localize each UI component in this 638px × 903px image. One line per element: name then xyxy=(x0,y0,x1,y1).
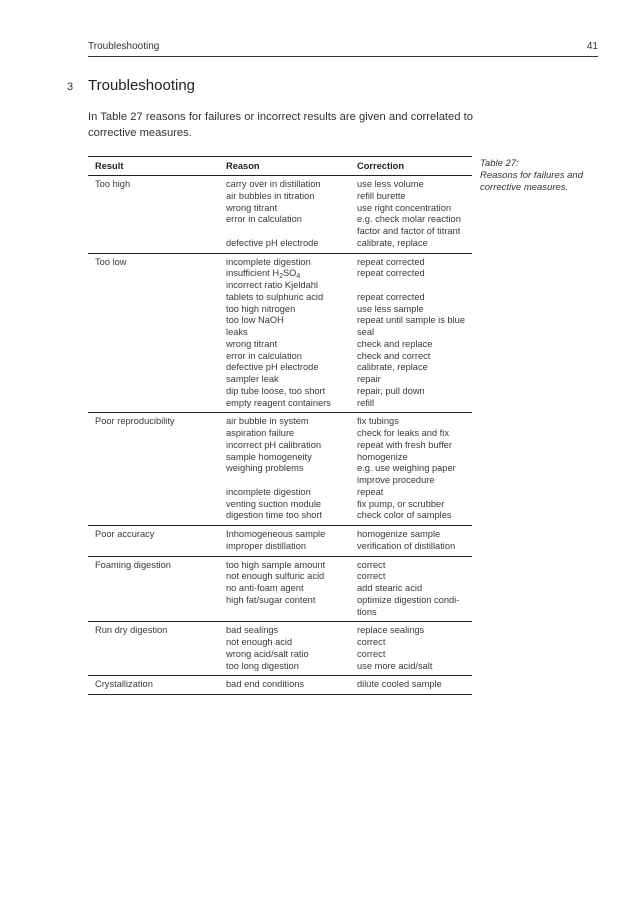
reason-line: empty reagent containers xyxy=(226,397,331,408)
correction-line: calibrate, replace xyxy=(357,237,428,248)
reason-line: incomplete digestion xyxy=(226,256,311,267)
correction-line: correct xyxy=(357,648,386,659)
reason-line: error in calculation xyxy=(226,214,302,225)
reason-line: digestion time too short xyxy=(226,510,323,521)
result-cell: Too low xyxy=(88,253,219,413)
reason-line: too long digestion xyxy=(226,660,299,671)
correction-line: homogenize sample xyxy=(357,529,441,539)
correction-line: add stearic acid xyxy=(357,583,423,593)
reason-line: carry over in distillation xyxy=(226,179,321,189)
table-row xyxy=(88,556,472,622)
column-header-reason: Reason xyxy=(219,157,350,176)
table-row xyxy=(88,676,472,695)
reason-line: venting suction module xyxy=(226,498,322,509)
correction-line: verification of distillation xyxy=(357,540,456,551)
reason-line: dip tube loose, too short xyxy=(226,385,326,396)
correction-line: check and replace xyxy=(357,338,433,349)
page-header-title: Troubleshooting xyxy=(88,41,160,52)
reason-cell xyxy=(219,413,350,526)
correction-line: fix tubings xyxy=(357,416,399,427)
correction-line: repeat with fresh buffer xyxy=(357,439,452,450)
reason-line: tablets to sulphuric acid xyxy=(226,291,324,302)
reason-line: not enough acid xyxy=(226,637,293,647)
reason-cell xyxy=(219,526,350,557)
reason-line: wrong titrant xyxy=(226,202,278,213)
reason-line: incomplete digestion xyxy=(226,486,311,497)
reason-line: sampler leak xyxy=(226,374,279,384)
correction-line: fix pump, or scrubber xyxy=(357,498,445,509)
correction-line: replace sealings xyxy=(357,625,425,636)
reason-line xyxy=(226,226,350,238)
correction-cell xyxy=(350,413,472,526)
reason-line: too low NaOH xyxy=(226,315,284,326)
result-cell: Poor accuracy xyxy=(88,526,219,557)
result-cell: Poor reproducibility xyxy=(88,413,219,526)
troubleshooting-table xyxy=(88,156,472,695)
correction-line: correct xyxy=(357,571,386,582)
reason-line: defective pH electrode xyxy=(226,237,319,248)
correction-line: tions xyxy=(357,606,377,617)
reason-line: air bubbles in titration xyxy=(226,190,315,201)
reason-line: bad sealings xyxy=(226,625,279,636)
reason-line: bad end conditions xyxy=(226,679,305,690)
correction-line: factor and factor of titrant xyxy=(357,226,461,236)
correction-line: e.g. check molar reaction xyxy=(357,214,461,225)
reason-line: weighing problems xyxy=(226,463,304,474)
reason-line xyxy=(226,607,350,619)
reason-line: too high nitrogen xyxy=(226,303,296,314)
correction-line: use less sample xyxy=(357,303,424,314)
result-cell: Crystallization xyxy=(88,676,219,695)
correction-line: repeat corrected xyxy=(357,256,425,267)
reason-cell xyxy=(219,676,350,695)
correction-line: correct xyxy=(357,559,386,570)
result-cell: Run dry digestion xyxy=(88,622,219,676)
reason-line: aspiration failure xyxy=(226,428,295,438)
correction-line: use right concentration xyxy=(357,202,452,213)
reason-line: sample homogeneity xyxy=(226,451,312,462)
table-row xyxy=(88,526,472,557)
correction-line: optimize digestion condi- xyxy=(357,594,460,605)
result-cell: Too high xyxy=(88,176,219,254)
correction-cell xyxy=(350,622,472,676)
correction-cell xyxy=(350,253,472,413)
table-row xyxy=(88,253,472,413)
table-header-row xyxy=(88,157,472,176)
table-caption-text: Reasons for failures and corrective measures. xyxy=(480,170,583,193)
intro-paragraph: In Table 27 reasons for failures or incorrect results are given and correlated to corrective measures. xyxy=(88,111,473,139)
reason-line: incorrect ratio Kjeldahl xyxy=(226,280,318,290)
reason-line: insufficient $H_2SO_4$ xyxy=(226,268,301,281)
correction-line: e.g. use weighing paper xyxy=(357,463,456,474)
correction-line: repeat until sample is blue xyxy=(357,315,466,326)
correction-line: check and correct xyxy=(357,350,431,361)
column-header-result: Result xyxy=(88,157,219,176)
reason-line: wrong acid/salt ratio xyxy=(226,648,309,659)
correction-line: homogenize xyxy=(357,451,408,462)
table-caption-label: Table 27: xyxy=(480,158,519,169)
reason-cell xyxy=(219,176,350,254)
section-number: 3 xyxy=(67,81,74,93)
correction-cell xyxy=(350,526,472,557)
reason-line: wrong titrant xyxy=(226,338,278,349)
result-cell: Foaming digestion xyxy=(88,556,219,622)
correction-line: refill xyxy=(357,397,375,408)
reason-line: leaks xyxy=(226,327,248,337)
correction-line xyxy=(357,280,472,292)
correction-line: repair xyxy=(357,374,381,384)
correction-line: use more acid/salt xyxy=(357,660,433,671)
table-caption xyxy=(480,158,600,194)
correction-line: seal xyxy=(357,327,375,337)
correction-line: improve procedure xyxy=(357,475,435,485)
correction-cell xyxy=(350,176,472,254)
reason-cell xyxy=(219,253,350,413)
correction-line: dilute cooled sample xyxy=(357,679,442,690)
reason-line: high fat/sugar content xyxy=(226,594,316,605)
header-rule xyxy=(88,56,598,57)
table-row xyxy=(88,622,472,676)
correction-cell xyxy=(350,676,472,695)
table-row xyxy=(88,176,472,254)
correction-line: repeat corrected xyxy=(357,291,425,302)
correction-line: use less volume xyxy=(357,179,424,189)
correction-line: check color of samples xyxy=(357,510,452,521)
page-number: 41 xyxy=(586,41,598,52)
section-title: Troubleshooting xyxy=(88,77,196,94)
reason-line: Inhomogeneous sample xyxy=(226,529,326,539)
reason-line: improper distillation xyxy=(226,540,307,551)
correction-cell xyxy=(350,556,472,622)
table-body xyxy=(88,176,472,695)
correction-line: check for leaks and fix xyxy=(357,428,449,438)
correction-line: repeat xyxy=(357,486,384,497)
column-header-correction: Correction xyxy=(350,157,472,176)
reason-line: defective pH electrode xyxy=(226,362,319,373)
correction-line: calibrate, replace xyxy=(357,362,428,373)
correction-line: repeat corrected xyxy=(357,268,425,279)
correction-line: repair, pull down xyxy=(357,385,425,396)
reason-cell xyxy=(219,556,350,622)
reason-line: incorrect pH calibration xyxy=(226,439,322,450)
correction-line: correct xyxy=(357,637,386,647)
correction-line: refill burette xyxy=(357,190,406,201)
reason-line: error in calculation xyxy=(226,350,302,361)
reason-line: no anti-foam agent xyxy=(226,583,304,593)
reason-line: too high sample amount xyxy=(226,559,326,570)
reason-line: air bubble in system xyxy=(226,416,309,427)
reason-line: not enough sulfuric acid xyxy=(226,571,325,582)
reason-line xyxy=(226,475,350,487)
reason-cell xyxy=(219,622,350,676)
table-row xyxy=(88,413,472,526)
